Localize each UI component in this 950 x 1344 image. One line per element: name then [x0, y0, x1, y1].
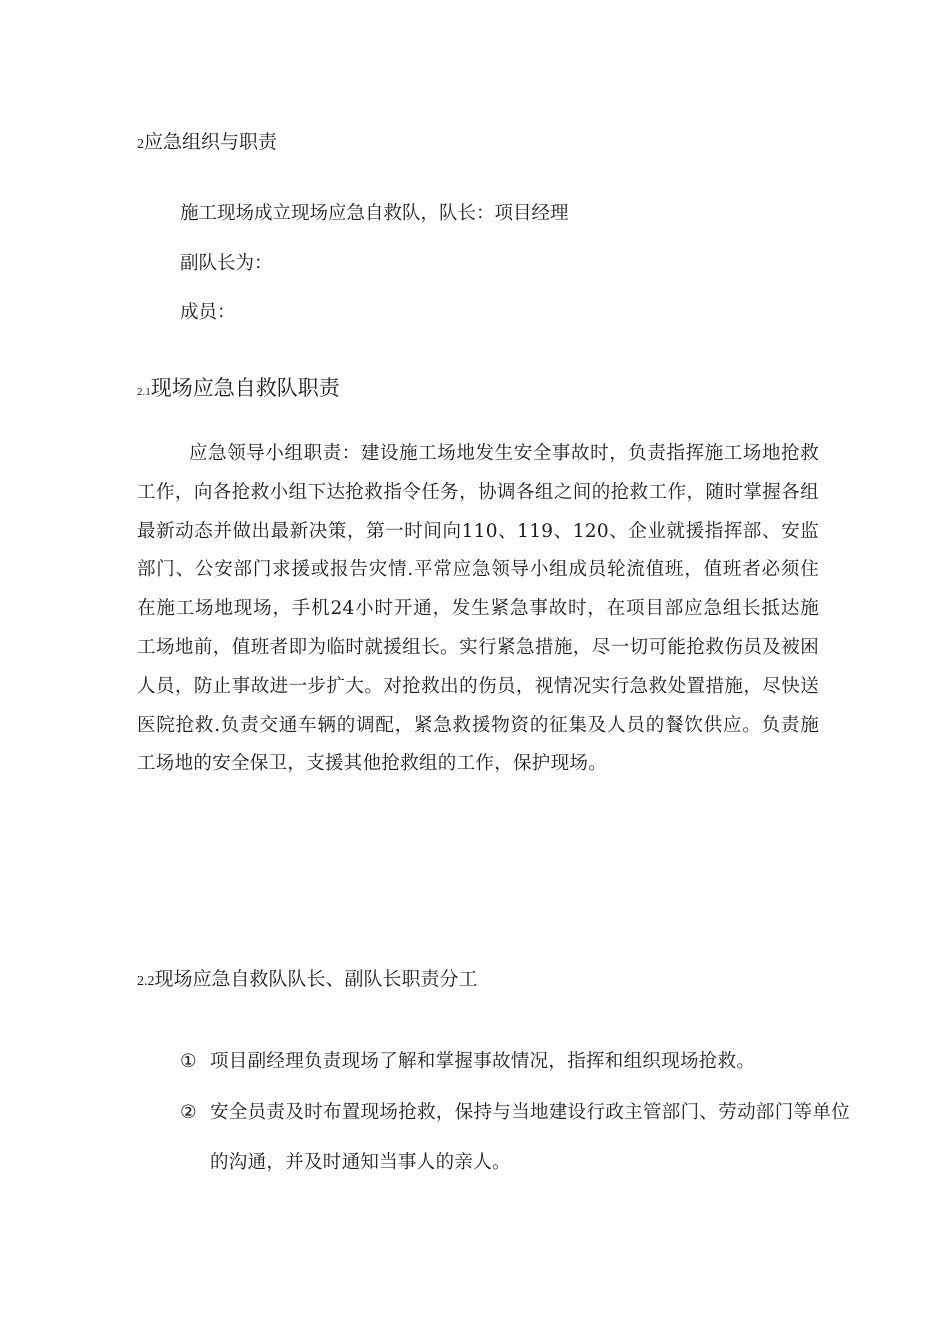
org-line-team: 施工现场成立现场应急自救队，队长：项目经理: [180, 203, 569, 224]
section-heading-2-2: [137, 965, 478, 996]
section-number: 2: [137, 137, 144, 152]
section-title: 应急组织与职责: [144, 131, 278, 153]
org-line-deputy: 副队长为：: [180, 253, 273, 274]
section-heading-2-1: [137, 374, 340, 406]
assignment-text: 项目副经理负责现场了解和掌握事故情况，指挥和组织现场抢救。: [210, 1051, 756, 1072]
assignment-item: [180, 1088, 850, 1188]
section-number: 2.1: [137, 386, 151, 398]
section-title: 现场应急自救队队长、副队长职责分工: [154, 968, 478, 990]
list-marker: ②: [180, 1102, 197, 1123]
assignment-item: [180, 1037, 850, 1087]
section-number: 2.2: [137, 974, 155, 989]
section-title: 现场应急自救队职责: [150, 376, 340, 400]
org-line-members: 成员：: [180, 302, 236, 323]
list-marker: ①: [180, 1051, 197, 1072]
assignment-text: 安全员责及时布置现场抢救，保持与当地建设行政主管部门、劳动部门等单位的沟通，并及时通知当事人的亲人。: [210, 1102, 850, 1173]
duties-paragraph: 应急领导小组职责：建设施工场地发生安全事故时，负责指挥施工场地抢救工作，向各抢救小组下达抢救指令任务，协调各组之间的抢救工作，随时掌握各组最新动态并做出最新决策，第一时间向110、119、120、企业就援指挥部、安监部门、公安部门求援或报告灾情.平常应急领导小组成员轮流值班，值班者必须住在施工场地现场，手机24小时开通，发生紧急事故时，在项目部应急组长抵达施工场地前，值班者即为临时就援组长。实行紧急措施，尽一切可能抢救伤员及被困人员，防止事故进一步扩大。对抢救出的伤员，视情况实行急救处置措施，尽快送医院抢救.负责交通车辆的调配，紧急救援物资的征集及人员的餐饮供应。负责施工场地的安全保卫，支援其他抢救组的工作，保护现场。: [137, 443, 819, 775]
section-heading-2: [137, 128, 277, 159]
